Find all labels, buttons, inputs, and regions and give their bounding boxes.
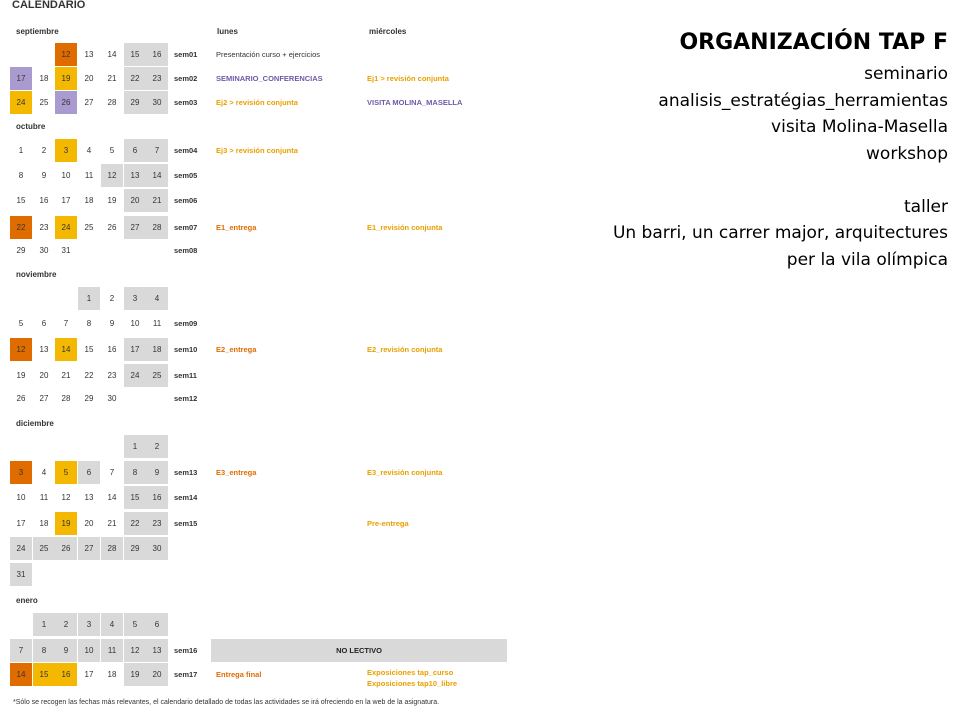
- day-cell: 17: [10, 67, 32, 90]
- organizacion-panel: [613, 25, 948, 273]
- day-cell: 26: [55, 537, 77, 560]
- week-label: sem15: [174, 519, 198, 528]
- day-cell: 25: [146, 364, 168, 387]
- day-cell: 31: [61, 246, 71, 255]
- day-cell: 15: [124, 486, 146, 509]
- day-cell: 2: [41, 146, 47, 155]
- day-cell: 12: [10, 338, 32, 361]
- lunes-event: E3_entrega: [216, 468, 257, 477]
- miercoles-event: E2_revisión conjunta: [367, 345, 443, 354]
- day-cell: 28: [146, 216, 168, 239]
- day-cell: 22: [84, 371, 94, 380]
- day-cell: 3: [55, 139, 77, 162]
- day-cell: 22: [10, 216, 32, 239]
- day-cell: 29: [124, 537, 146, 560]
- column-header-lunes: lunes: [217, 27, 238, 36]
- day-cell: 27: [78, 537, 100, 560]
- day-cell: 8: [86, 319, 92, 328]
- exposiciones-tap10-libre: Exposiciones tap10_libre: [367, 679, 458, 688]
- day-cell: 16: [107, 345, 117, 354]
- day-cell: 14: [107, 50, 117, 59]
- day-cell: 13: [84, 50, 94, 59]
- day-cell: 9: [146, 461, 168, 484]
- day-cell: 11: [152, 319, 162, 328]
- miercoles-event: Ej1 > revisión conjunta: [367, 74, 449, 83]
- day-cell: 17: [16, 519, 26, 528]
- day-cell: 26: [55, 91, 77, 114]
- day-cell: 9: [41, 171, 47, 180]
- lunes-event: E1_entrega: [216, 223, 257, 232]
- day-cell: 16: [146, 43, 168, 66]
- organizacion-line: seminario: [864, 64, 948, 84]
- day-cell: 12: [124, 639, 146, 662]
- day-cell: 8: [18, 171, 24, 180]
- lunes-event: Entrega final: [216, 670, 262, 679]
- day-cell: 19: [16, 371, 26, 380]
- day-cell: 23: [146, 67, 168, 90]
- day-cell: 18: [146, 338, 168, 361]
- day-cell: 24: [10, 91, 32, 114]
- day-cell: 14: [55, 338, 77, 361]
- day-cell: 3: [78, 613, 100, 636]
- day-cell: 4: [86, 146, 92, 155]
- week-label: sem12: [174, 394, 198, 403]
- day-cell: 27: [84, 98, 94, 107]
- month-label: noviembre: [16, 270, 57, 279]
- calendar-title: CALENDARIO: [12, 0, 86, 11]
- day-cell: 10: [78, 639, 100, 662]
- month-header-septiembre: septiembre: [16, 27, 59, 36]
- day-cell: 20: [84, 74, 94, 83]
- day-cell: 17: [124, 338, 146, 361]
- day-cell: 21: [107, 74, 117, 83]
- day-cell: 13: [124, 164, 146, 187]
- month-label: octubre: [16, 122, 46, 131]
- day-cell: 6: [78, 461, 100, 484]
- day-cell: 20: [39, 371, 49, 380]
- day-cell: 23: [146, 512, 168, 535]
- day-cell: 7: [146, 139, 168, 162]
- day-cell: 6: [41, 319, 47, 328]
- exposiciones-tap-curso: Exposiciones tap_curso: [367, 668, 454, 677]
- day-cell: 20: [84, 519, 94, 528]
- day-cell: 7: [63, 319, 69, 328]
- week-label: sem13: [174, 468, 198, 477]
- week-label: sem10: [174, 345, 198, 354]
- day-cell: 25: [39, 98, 49, 107]
- organizacion-line: taller: [904, 196, 948, 217]
- week-label: sem06: [174, 196, 198, 205]
- month-label: diciembre: [16, 419, 54, 428]
- day-cell: 16: [39, 196, 49, 205]
- week-label: sem07: [174, 223, 198, 232]
- lunes-event: Presentación curso + ejercicios: [216, 50, 321, 59]
- day-cell: 29: [16, 246, 26, 255]
- day-cell: 13: [39, 345, 49, 354]
- day-cell: 12: [101, 164, 123, 187]
- day-cell: 20: [124, 189, 146, 212]
- day-cell: 16: [55, 663, 77, 686]
- day-cell: 12: [61, 493, 71, 502]
- day-cell: 21: [146, 189, 168, 212]
- day-cell: 6: [124, 139, 146, 162]
- day-cell: 28: [61, 394, 71, 403]
- day-cell: 30: [39, 246, 49, 255]
- day-cell: 30: [146, 537, 168, 560]
- week-label: sem11: [174, 371, 197, 380]
- day-cell: 4: [101, 613, 123, 636]
- day-cell: 3: [124, 287, 146, 310]
- day-cell: 18: [107, 670, 117, 679]
- day-cell: 5: [109, 146, 115, 155]
- miercoles-event: E3_revisión conjunta: [367, 468, 443, 477]
- week-label: sem05: [174, 171, 198, 180]
- day-cell: 5: [55, 461, 77, 484]
- week-label: sem16: [174, 646, 198, 655]
- day-cell: 19: [107, 196, 117, 205]
- organizacion-line: Un barri, un carrer major, arquitectures: [612, 223, 948, 243]
- day-cell: 14: [107, 493, 117, 502]
- day-cell: 12: [55, 43, 77, 66]
- day-cell: 10: [61, 171, 71, 180]
- day-cell: 30: [107, 394, 117, 403]
- day-cell: 22: [124, 67, 146, 90]
- organizacion-line: workshop: [866, 143, 948, 164]
- month-label: enero: [16, 596, 38, 605]
- day-cell: 17: [61, 196, 71, 205]
- day-cell: 3: [10, 461, 32, 484]
- day-cell: 15: [33, 663, 55, 686]
- day-cell: 4: [41, 468, 47, 477]
- day-cell: 18: [84, 196, 94, 205]
- day-cell: 21: [107, 519, 117, 528]
- organizacion-line: per la vila olímpica: [786, 249, 948, 270]
- day-cell: 15: [16, 196, 26, 205]
- week-label: sem14: [174, 493, 198, 502]
- calendar-footnote: *Sólo se recogen las fechas más relevantes, el calendario detallado de todas las actividades se irá ofreciendo en la web de la asignatura.: [13, 699, 440, 706]
- day-cell: 5: [124, 613, 146, 636]
- day-cell: 31: [10, 563, 32, 586]
- day-cell: 26: [16, 394, 26, 403]
- day-cell: 11: [101, 639, 123, 662]
- day-cell: 24: [124, 364, 146, 387]
- day-cell: 10: [130, 319, 140, 328]
- day-cell: 26: [107, 223, 117, 232]
- day-cell: 25: [33, 537, 55, 560]
- day-cell: 8: [124, 461, 146, 484]
- organizacion-title: ORGANIZACIÓN TAP F: [679, 30, 948, 55]
- day-cell: 7: [10, 639, 32, 662]
- day-cell: 1: [124, 435, 146, 458]
- day-cell: 9: [55, 639, 77, 662]
- week-label: sem03: [174, 98, 198, 107]
- day-cell: 17: [84, 670, 94, 679]
- day-cell: 1: [33, 613, 55, 636]
- day-cell: 19: [124, 663, 146, 686]
- day-cell: 7: [109, 468, 115, 477]
- week-label: sem04: [174, 146, 198, 155]
- week-label: sem02: [174, 74, 198, 83]
- week-label: sem17: [174, 670, 198, 679]
- day-cell: 6: [146, 613, 168, 636]
- no-lectivo-band: NO LECTIVO: [211, 639, 507, 662]
- day-cell: 22: [124, 512, 146, 535]
- week-label: sem01: [174, 50, 198, 59]
- week-label: sem08: [174, 246, 198, 255]
- day-cell: 15: [84, 345, 94, 354]
- day-cell: 23: [39, 223, 49, 232]
- organizacion-line: visita Molina-Masella: [771, 117, 948, 137]
- day-cell: 1: [78, 287, 100, 310]
- day-cell: 29: [84, 394, 94, 403]
- day-cell: 11: [84, 171, 94, 180]
- day-cell: 16: [146, 486, 168, 509]
- organizacion-line: analisis_estratégias_herramientas: [658, 90, 948, 111]
- day-cell: 2: [146, 435, 168, 458]
- lunes-event: SEMINARIO_CONFERENCIAS: [216, 74, 323, 83]
- day-cell: 8: [33, 639, 55, 662]
- miercoles-event: E1_revisión conjunta: [367, 223, 443, 232]
- lunes-event: E2_entrega: [216, 345, 257, 354]
- day-cell: 5: [18, 319, 24, 328]
- day-cell: 19: [55, 67, 77, 90]
- day-cell: 4: [146, 287, 168, 310]
- day-cell: 2: [55, 613, 77, 636]
- day-cell: 28: [101, 537, 123, 560]
- day-cell: 25: [84, 223, 94, 232]
- day-cell: 13: [84, 493, 94, 502]
- day-cell: 28: [107, 98, 117, 107]
- day-cell: 13: [146, 639, 168, 662]
- day-cell: 14: [146, 164, 168, 187]
- day-cell: 24: [10, 537, 32, 560]
- day-cell: 18: [39, 74, 49, 83]
- organizacion-line: [613, 167, 948, 194]
- day-cell: 24: [55, 216, 77, 239]
- day-cell: 11: [39, 493, 49, 502]
- day-cell: 15: [124, 43, 146, 66]
- day-cell: 21: [61, 371, 71, 380]
- day-cell: 9: [109, 319, 115, 328]
- day-cell: 29: [124, 91, 146, 114]
- column-header-miercoles: miércoles: [369, 27, 407, 36]
- day-cell: 14: [10, 663, 32, 686]
- day-cell: 19: [55, 512, 77, 535]
- week-label: sem09: [174, 319, 198, 328]
- day-cell: 1: [18, 146, 24, 155]
- day-cell: 23: [107, 371, 117, 380]
- day-cell: 2: [109, 294, 115, 303]
- day-cell: 27: [124, 216, 146, 239]
- lunes-event: Ej3 > revisión conjunta: [216, 146, 298, 155]
- miercoles-event: VISITA MOLINA_MASELLA: [367, 98, 463, 107]
- day-cell: 10: [16, 493, 26, 502]
- day-cell: 30: [146, 91, 168, 114]
- day-cell: 27: [39, 394, 49, 403]
- day-cell: 20: [146, 663, 168, 686]
- miercoles-event: Pre-entrega: [367, 519, 409, 528]
- day-cell: 18: [39, 519, 49, 528]
- lunes-event: Ej2 > revisión conjunta: [216, 98, 298, 107]
